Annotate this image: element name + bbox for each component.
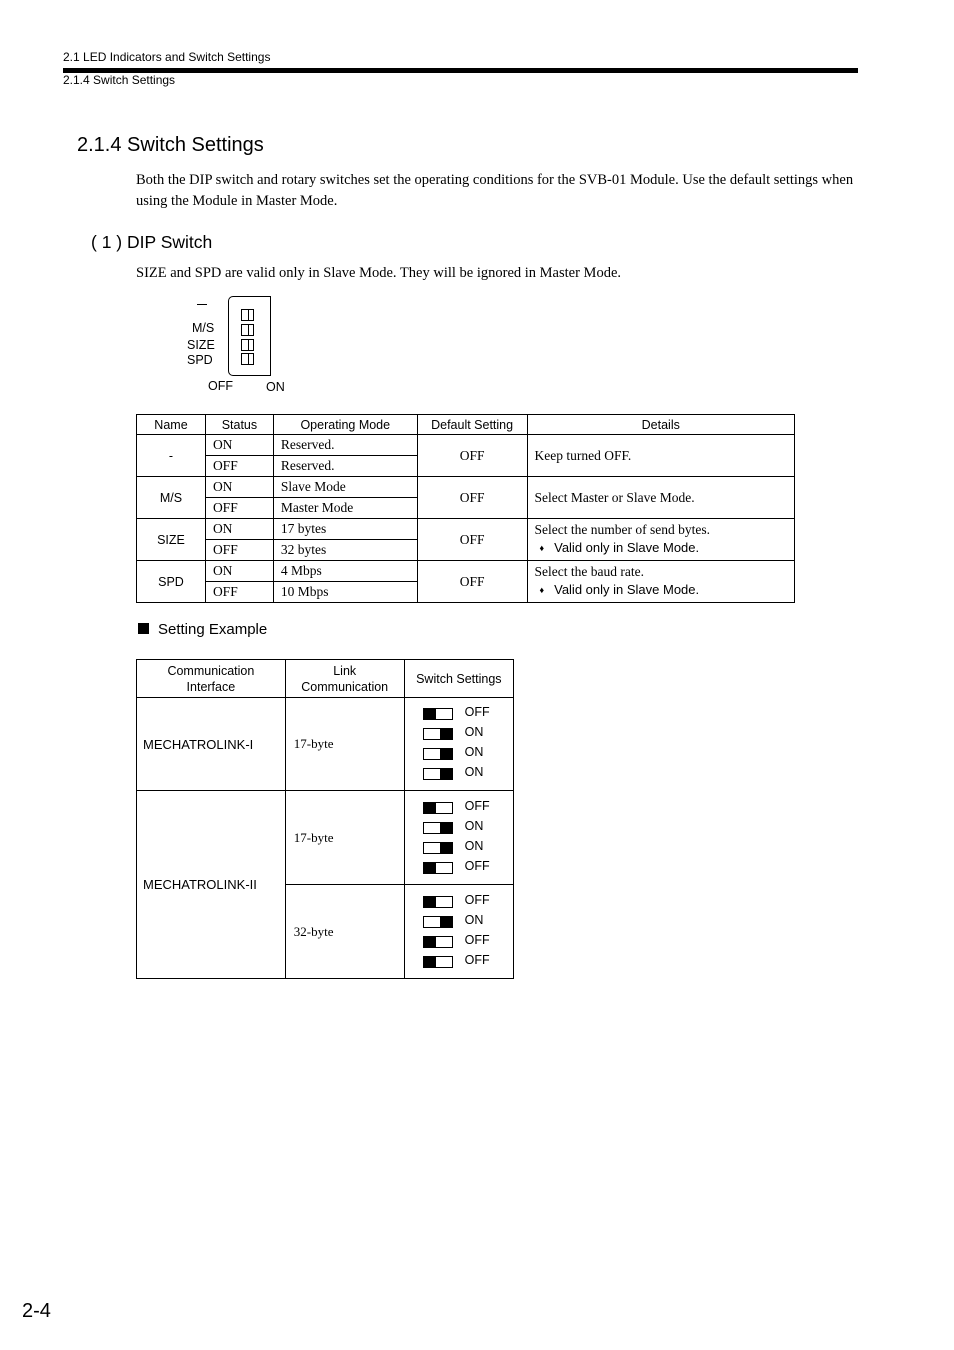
- operating-mode: Slave Mode: [273, 477, 417, 498]
- col-header-link: Link Communication: [285, 660, 404, 698]
- toggle-switch-icon: [423, 802, 453, 814]
- toggle-knob: [440, 843, 452, 853]
- setting-example-table: [136, 659, 514, 979]
- switch-state-label: OFF: [464, 892, 490, 907]
- dip-label-ms: M/S: [192, 321, 215, 335]
- section-title: 2.1.4 Switch Settings: [77, 134, 264, 156]
- table-row: [137, 519, 795, 540]
- table-row: [137, 435, 795, 456]
- switch-setting-row: [406, 744, 512, 764]
- toggle-switch-icon: [423, 896, 453, 908]
- dip-switch-4: [241, 353, 254, 365]
- switch-setting-row: [406, 952, 512, 972]
- toggle-knob: [424, 937, 436, 947]
- details-text: Select Master or Slave Mode.: [534, 489, 695, 505]
- switch-stack: [406, 704, 512, 784]
- toggle-knob: [440, 729, 452, 739]
- switch-state-label: ON: [464, 838, 484, 853]
- toggle-switch-icon: [423, 956, 453, 968]
- switch-state-label: OFF: [464, 705, 490, 719]
- toggle-switch-icon: [423, 748, 453, 760]
- toggle-knob: [424, 863, 436, 873]
- square-bullet-icon: [138, 623, 149, 634]
- switch-state-label: ON: [464, 725, 484, 739]
- default-setting: OFF: [417, 477, 527, 519]
- switch-setting-row: [406, 704, 512, 724]
- default-setting: OFF: [417, 561, 527, 603]
- details: [527, 435, 794, 477]
- switch-state-label: ON: [464, 912, 484, 927]
- intro-paragraph: Both the DIP switch and rotary switches set the operating conditions for the SVB-01 Module. Use the default settings when using the Module in Master Mode.: [136, 172, 854, 209]
- switch-settings: [404, 885, 513, 979]
- switch-setting-row: [406, 818, 512, 838]
- operating-mode: 4 Mbps: [273, 561, 417, 582]
- dip-switch-table: [136, 414, 795, 603]
- running-header-subsection: 2.1.4 Switch Settings: [63, 73, 176, 87]
- default-setting: OFF: [417, 435, 527, 477]
- table-header-row: [137, 660, 514, 698]
- col-header-switches: Switch Settings: [404, 660, 513, 698]
- details-note-text: Valid only in Slave Mode.: [554, 582, 700, 597]
- details: [527, 477, 794, 519]
- link-communication: 32-byte: [285, 885, 404, 979]
- switch-settings: [404, 698, 513, 791]
- switch-state-label: OFF: [464, 952, 490, 967]
- details-text: Select the number of send bytes.: [534, 522, 710, 537]
- toggle-switch-icon: [423, 768, 453, 780]
- operating-mode: Reserved.: [273, 435, 417, 456]
- col-header-default: Default Setting: [417, 415, 527, 435]
- dip-switch-3: [241, 339, 254, 351]
- reserved-dash: [197, 304, 207, 305]
- toggle-knob: [424, 897, 436, 907]
- diamond-bullet-icon: ♦: [539, 543, 545, 553]
- table-header-row: [137, 415, 795, 435]
- table-row: [137, 698, 514, 791]
- col-header-name: Name: [137, 415, 206, 435]
- switch-setting-row: [406, 798, 512, 818]
- toggle-switch-icon: [423, 916, 453, 928]
- switch-stack: [406, 798, 512, 878]
- switch-state-label: ON: [464, 745, 484, 759]
- switch-setting-row: [406, 858, 512, 878]
- col-header-status: Status: [205, 415, 273, 435]
- dip-switch-note: SIZE and SPD are valid only in Slave Mode. They will be ignored in Master Mode.: [136, 265, 621, 281]
- switch-setting-row: [406, 892, 512, 912]
- switch-status: OFF: [205, 582, 273, 603]
- dip-on-label: ON: [266, 380, 285, 394]
- switch-name: SPD: [137, 561, 206, 603]
- interface-name: MECHATROLINK-II: [137, 791, 286, 979]
- switch-status: OFF: [205, 498, 273, 519]
- col-header-mode: Operating Mode: [273, 415, 417, 435]
- operating-mode: Master Mode: [273, 498, 417, 519]
- dip-label-size: SIZE: [187, 338, 215, 352]
- switch-name: M/S: [137, 477, 206, 519]
- switch-status: ON: [205, 561, 273, 582]
- dip-switch-1: [241, 309, 254, 321]
- switch-state-label: OFF: [464, 798, 490, 813]
- switch-status: ON: [205, 519, 273, 540]
- switch-status: OFF: [205, 540, 273, 561]
- switch-setting-row: [406, 912, 512, 932]
- switch-status: ON: [205, 435, 273, 456]
- page-number: 2-4: [22, 1300, 51, 1322]
- switch-state-label: OFF: [464, 858, 490, 873]
- details: [527, 519, 794, 561]
- switch-setting-row: [406, 764, 512, 784]
- switch-settings: [404, 791, 513, 885]
- switch-name: -: [137, 435, 206, 477]
- link-communication: 17-byte: [285, 698, 404, 791]
- toggle-switch-icon: [423, 708, 453, 720]
- switch-state-label: ON: [464, 765, 484, 779]
- diamond-bullet-icon: ♦: [539, 585, 545, 595]
- switch-status: ON: [205, 477, 273, 498]
- switch-setting-row: [406, 838, 512, 858]
- table-row: [137, 561, 795, 582]
- toggle-switch-icon: [423, 862, 453, 874]
- toggle-knob: [424, 709, 436, 719]
- dip-switch-2: [241, 324, 254, 336]
- table-row: [137, 791, 514, 885]
- details-note: [535, 581, 787, 600]
- switch-state-label: ON: [464, 818, 484, 833]
- toggle-knob: [440, 917, 452, 927]
- table-row: [137, 477, 795, 498]
- default-setting: OFF: [417, 519, 527, 561]
- toggle-knob: [424, 957, 436, 967]
- switch-stack: [406, 892, 512, 972]
- toggle-switch-icon: [423, 822, 453, 834]
- interface-name: MECHATROLINK-I: [137, 698, 286, 791]
- link-communication: 17-byte: [285, 791, 404, 885]
- setting-example-title: Setting Example: [158, 621, 268, 638]
- dip-switch-heading: ( 1 ) DIP Switch: [91, 232, 213, 252]
- switch-setting-row: [406, 932, 512, 952]
- switch-name: SIZE: [137, 519, 206, 561]
- col-header-details: Details: [527, 415, 794, 435]
- switch-status: OFF: [205, 456, 273, 477]
- operating-mode: 10 Mbps: [273, 582, 417, 603]
- details-text: Keep turned OFF.: [534, 447, 632, 463]
- toggle-switch-icon: [423, 936, 453, 948]
- operating-mode: Reserved.: [273, 456, 417, 477]
- dip-label-spd: SPD: [187, 353, 213, 367]
- switch-setting-row: [406, 724, 512, 744]
- header-rule: [63, 68, 858, 73]
- dip-off-label: OFF: [208, 379, 233, 393]
- details: [527, 561, 794, 603]
- running-header-section: 2.1 LED Indicators and Switch Settings: [63, 50, 271, 64]
- toggle-switch-icon: [423, 842, 453, 854]
- operating-mode: 32 bytes: [273, 540, 417, 561]
- details-note-text: Valid only in Slave Mode.: [554, 540, 700, 555]
- toggle-knob: [440, 823, 452, 833]
- toggle-knob: [440, 769, 452, 779]
- toggle-switch-icon: [423, 728, 453, 740]
- toggle-knob: [440, 749, 452, 759]
- col-header-interface: Communication Interface: [137, 660, 286, 698]
- details-text: Select the baud rate.: [534, 564, 644, 579]
- toggle-knob: [424, 803, 436, 813]
- operating-mode: 17 bytes: [273, 519, 417, 540]
- details-note: [535, 539, 787, 558]
- switch-state-label: OFF: [464, 932, 490, 947]
